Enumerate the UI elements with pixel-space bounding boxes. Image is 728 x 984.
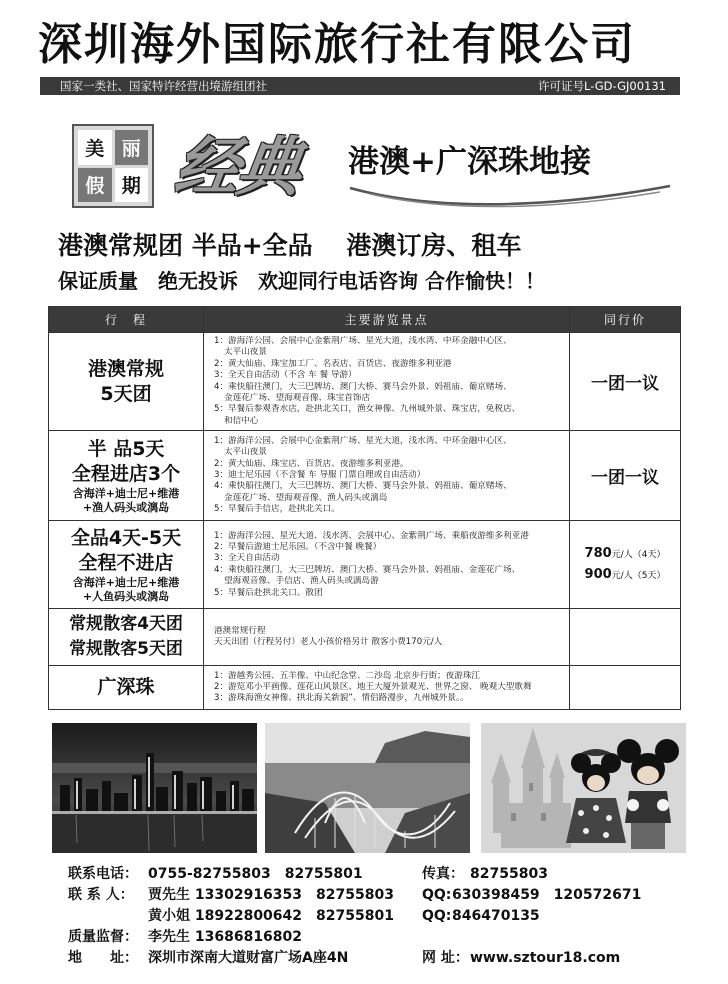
spot-line: 金莲花广场、望海观音像、珠宝首饰店 [224, 393, 371, 404]
banner-headline: 港澳+广深珠地接 [348, 144, 591, 180]
spot-line: 5：早餐后手信店，赴拱北关口。 [214, 504, 340, 515]
spot-line: 1：游海洋公园、会展中心金紫荆广场、星光大道，浅水湾、中环金融中心区、 [214, 336, 512, 346]
subtitle-bar [40, 77, 680, 95]
phone-number[interactable]: 0755-82755803 82755801 [148, 866, 363, 882]
spot-line: 1：游海洋公园、星光大道、浅水湾、会展中心、金紫荆广场、乘船夜游维多利亚港 [214, 530, 529, 541]
beautiful-holiday-badge [72, 124, 154, 208]
contact-person-row-2 [68, 906, 688, 926]
itinerary-table [48, 306, 681, 710]
table-row [49, 521, 681, 609]
price-cell [570, 521, 681, 609]
qq-label: QQ: [422, 887, 452, 903]
spots-cell [204, 333, 570, 431]
price-unit: 元/人 [611, 549, 633, 560]
person-label: 联 系 人： [68, 887, 134, 903]
badge-char-4: 期 [115, 168, 149, 203]
spot-line: 3：全天自由活动（不含 车 餐 导游） [214, 370, 357, 381]
classic-logo-text: 经典 [170, 130, 305, 205]
swoosh-decoration [340, 180, 680, 210]
fax-number[interactable]: 82755803 [470, 866, 548, 882]
price-cell [570, 666, 681, 710]
route-cell [49, 609, 204, 666]
qq-label-2: QQ: [422, 908, 452, 924]
table-header-row [49, 307, 681, 333]
spots-cell [204, 666, 570, 710]
photo-ocean-park [265, 723, 470, 853]
spot-line: 4：乘快船往澳门，大三巴牌坊、澳门大桥、赛马会外景、妈祖庙、金莲花广场、 [214, 564, 521, 575]
spot-line: 望海观音像、手信店、渔人码头或漓岛游 [224, 576, 379, 587]
spot-line: 5：早餐后赴拱北关口。散团 [214, 587, 323, 598]
price-cell: 一团一议 [570, 333, 681, 431]
table-row [49, 333, 681, 431]
spot-line: 2：早餐后游迪士尼乐园。（不含中餐 晚餐） [214, 541, 382, 552]
route-name: 港澳常规 [87, 357, 164, 380]
contact-block [68, 864, 688, 976]
company-title: 深圳海外国际旅行社有限公司 [38, 19, 636, 70]
route-cell [49, 521, 204, 609]
price-cell [570, 609, 681, 666]
spot-line: 1：游越秀公园、五羊像、中山纪念堂、二沙岛 北京步行街；夜游珠江 [214, 670, 481, 681]
route-cell [49, 666, 204, 710]
spot-line: 2：游览邓小平画像、莲花山风景区、地王大厦外景观光、世界之窗、 晚观大型歌舞 [214, 682, 532, 693]
contact-person-2[interactable]: 黄小姐 18922800642 82755801 [148, 908, 394, 924]
route-includes: +渔人码头或漓岛 [82, 500, 170, 514]
supervisor[interactable]: 李先生 13686816802 [148, 929, 303, 945]
spots-cell [204, 521, 570, 609]
route-name: 全品4天-5天 [70, 526, 182, 549]
spot-line: 太平山夜景 [224, 447, 267, 458]
fax-label: 传真： [422, 866, 464, 882]
route-includes: 含海洋+迪士尼+维港 [72, 575, 180, 589]
route-duration: 全程进店3个 [71, 462, 181, 485]
header-price: 同行价 [570, 307, 681, 333]
price-days: （5天） [632, 570, 666, 581]
spot-line: 3：全天自由活动 [214, 553, 280, 564]
spot-line: 4：乘快船往澳门，大三巴牌坊、澳门大桥、赛马会外景、妈祖庙、葡京赌场、 [214, 481, 512, 492]
badge-char-1: 美 [78, 130, 112, 165]
qq-numbers-2[interactable]: 846470135 [452, 908, 540, 924]
price-4-days [570, 544, 680, 565]
spot-line: 太平山夜景 [224, 347, 267, 358]
price-amount: 780 [584, 545, 612, 561]
contact-person-row [68, 885, 688, 905]
photo-disneyland [481, 723, 686, 853]
spot-line: 3：游珠海渔女神像、拱北海关新貌”、情侣路漫步，九州城外景。。 [214, 693, 469, 704]
route-duration: 全程不进店 [78, 551, 174, 574]
slogan-quality: 保证质量 绝无投诉 欢迎同行电话咨询 合作愉快！！ [58, 269, 545, 293]
table-row [49, 431, 681, 521]
price-unit: 元/人 [611, 570, 633, 581]
contact-phone-row [68, 864, 688, 884]
route-includes: +人鱼码头或漓岛 [82, 589, 170, 603]
agency-qualification: 国家一类社、国家特许经营出境游组团社 [60, 79, 267, 93]
badge-char-3: 假 [78, 168, 112, 203]
spot-line: 港澳常规行程 [214, 625, 266, 636]
route-name: 常规散客5天团 [69, 639, 183, 660]
spot-line: 2：黄大仙庙、珠宝加工厂、名表店、百货店、夜游维多利亚港 [214, 358, 452, 369]
price-cell: 一团一议 [570, 431, 681, 521]
spot-line: 1：游海洋公园、会展中心金紫荆广场、星光大道，浅水湾、中环金融中心区、 [214, 435, 512, 446]
spot-line: 2：黄大仙庙、珠宝店、百货店、夜游维多利亚港。 [214, 458, 409, 469]
spot-line: 和信中心 [224, 415, 259, 426]
address: 深圳市深南大道财富广场A座4N [148, 950, 349, 966]
table-row [49, 609, 681, 666]
phone-label: 联系电话： [68, 866, 138, 882]
spot-line: 金莲花广场、望海观音像、渔人码头或漓岛 [224, 492, 388, 503]
price-amount: 900 [584, 566, 612, 582]
route-includes: 含海洋+迪士尼+维港 [72, 486, 180, 500]
spots-cell [204, 609, 570, 666]
route-name: 常规散客4天团 [69, 614, 183, 635]
photo-victoria-harbour [52, 723, 257, 853]
route-cell [49, 431, 204, 521]
quality-supervision-row [68, 927, 688, 947]
spots-cell [204, 431, 570, 521]
website-link[interactable]: www.sztour18.com [470, 950, 621, 966]
route-name: 半 品5天 [87, 437, 165, 460]
badge-char-2: 丽 [115, 130, 149, 165]
route-cell [49, 333, 204, 431]
contact-person-1[interactable]: 贾先生 13302916353 82755803 [148, 887, 394, 903]
supervise-label: 质量监督： [68, 929, 138, 945]
web-label: 网 址： [422, 950, 469, 966]
route-duration: 5天团 [100, 382, 152, 405]
spot-line: 天天出团（行程另付）老人小孩价格另计 散客小费170元/人 [214, 637, 443, 648]
table-row [49, 666, 681, 710]
qq-numbers-1[interactable]: 630398459 120572671 [452, 887, 642, 903]
address-row [68, 948, 688, 968]
header-route: 行 程 [49, 307, 204, 333]
spot-line: 5：早餐后参观香水店，赴拱北关口，渔女神像、九州城外景、珠宝店，免税店、 [214, 404, 521, 415]
price-days: （4天） [632, 549, 666, 560]
spot-line: 3：迪士尼乐园（不含餐 车 导服 门票自理或自由活动） [214, 470, 426, 481]
license-number: 许可证号L-GD-GJ00131 [538, 79, 666, 93]
address-label: 地 址： [68, 950, 138, 966]
route-name: 广深珠 [97, 676, 155, 699]
price-5-days [570, 565, 680, 586]
slogan-services: 港澳常规团 半品+全品 港澳订房、租车 [58, 231, 522, 260]
spot-line: 4：乘快船往澳门，大三巴牌坊、澳门大桥、赛马会外景、妈祖庙、葡京赌场、 [214, 381, 512, 392]
header-spots: 主要游览景点 [204, 307, 570, 333]
